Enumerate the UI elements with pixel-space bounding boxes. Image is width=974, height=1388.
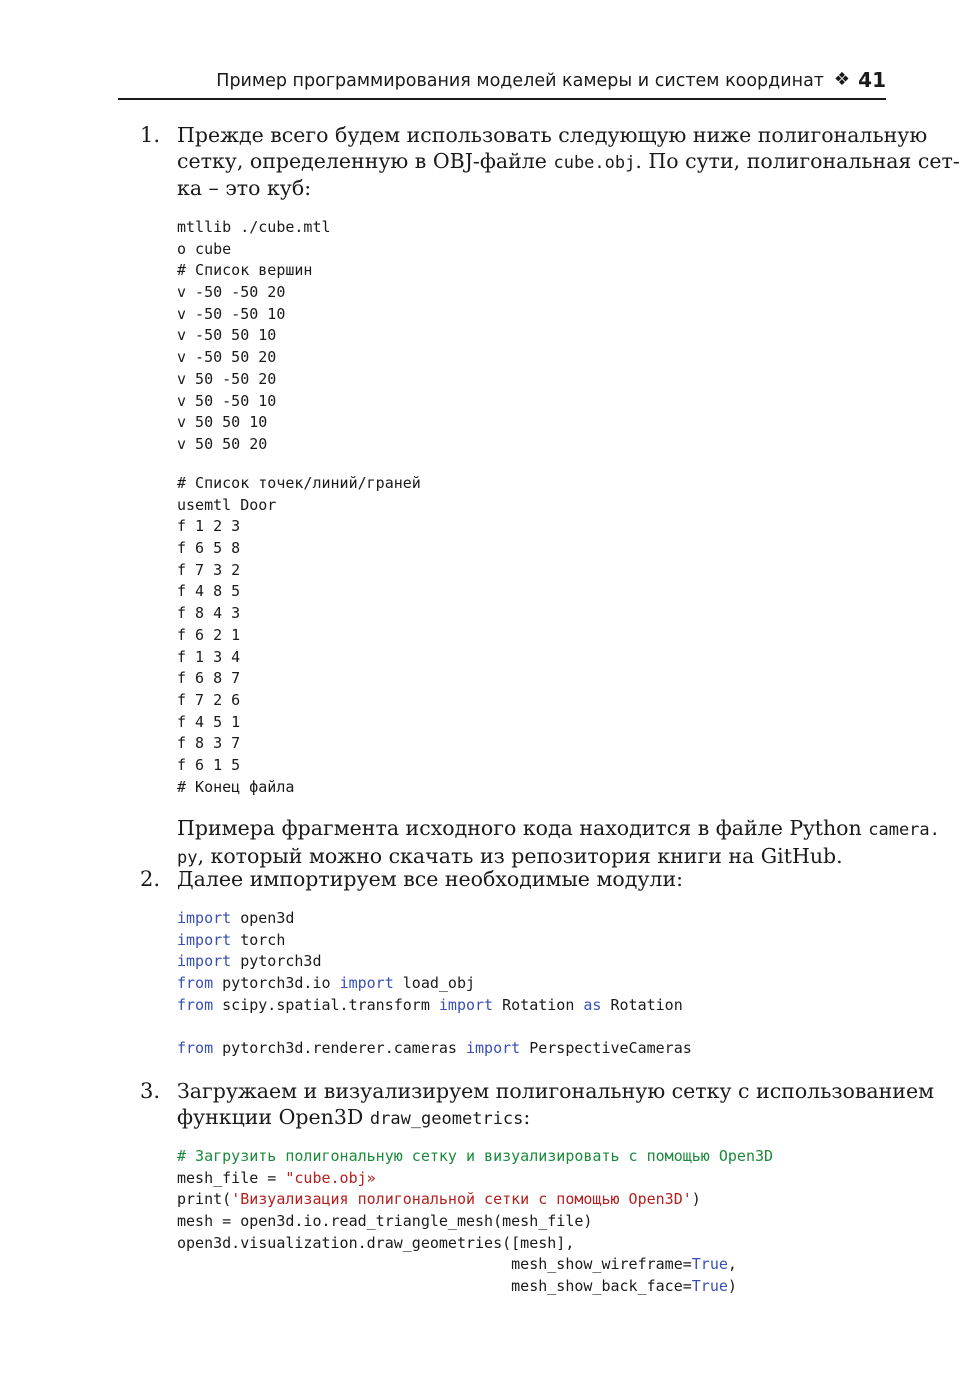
list-number-2: 2. <box>140 867 161 891</box>
text-line: сетку, определенную в OBJ-файле cube.obj. По сути, полигональная сет- <box>177 148 960 173</box>
code-line: print('Визуализация полигональной сетки с помощью Open3D') <box>177 1190 701 1209</box>
code-block-obj-faces <box>177 473 421 798</box>
code-line: # Список точек/линий/граней <box>177 474 421 492</box>
code-line: v -50 -50 10 <box>177 304 286 323</box>
code-line: from scipy.spatial.transform import Rotation as Rotation <box>177 995 683 1014</box>
code-line: import pytorch3d <box>177 952 322 971</box>
list-number-1: 1. <box>140 123 161 147</box>
code-line: import torch <box>177 930 286 949</box>
code-line: f 1 3 4 <box>177 647 241 666</box>
code-line: f 6 5 8 <box>177 539 241 558</box>
inline-code: draw_geometrics <box>369 1108 524 1129</box>
code-line: v 50 -50 20 <box>177 369 277 388</box>
code-line: f 7 2 6 <box>177 690 241 709</box>
code-line: mtllib ./cube.mtl <box>177 218 331 236</box>
text-line: py, который можно скачать из репозитория книги на GitHub. <box>177 843 843 868</box>
code-line: mesh_show_back_face=True) <box>177 1277 737 1296</box>
code-line: v -50 50 10 <box>177 326 277 345</box>
code-line: v 50 -50 10 <box>177 391 277 410</box>
code-block-imports <box>177 908 683 1016</box>
inline-code: py <box>177 847 198 868</box>
code-line: f 6 8 7 <box>177 669 241 688</box>
code-line: f 8 3 7 <box>177 734 241 753</box>
code-line: f 1 2 3 <box>177 517 241 536</box>
code-line: usemtl Door <box>177 495 277 514</box>
code-line: f 4 5 1 <box>177 712 241 731</box>
text-line: ка – это куб: <box>177 176 312 200</box>
inline-code: cube.obj <box>553 152 636 173</box>
code-line: f 4 8 5 <box>177 582 241 601</box>
inline-code: camera. <box>868 820 940 840</box>
code-block-obj-vertices <box>177 217 331 456</box>
running-header <box>118 68 886 100</box>
code-line: v 50 50 20 <box>177 434 268 453</box>
header-title: Пример программирования моделей камеры и систем координат <box>216 71 824 91</box>
item-2-text <box>177 867 885 893</box>
code-block-load-visualize <box>177 1146 773 1298</box>
code-line: v -50 50 20 <box>177 348 277 367</box>
code-line: f 8 4 3 <box>177 604 241 623</box>
code-line: # Конец файла <box>177 777 295 796</box>
code-line: open3d.visualization.draw_geometries([mesh], <box>177 1233 575 1252</box>
text-line: Прежде всего будем использовать следующую ниже полигональную <box>177 123 928 147</box>
code-line: mesh_file = "cube.obj» <box>177 1168 376 1187</box>
header-ornament-icon: ❖ <box>833 69 850 90</box>
code-line: v -50 -50 20 <box>177 283 286 302</box>
code-line: from pytorch3d.renderer.cameras import PerspectiveCameras <box>177 1039 692 1057</box>
text-line: функции Open3D draw_geometrics: <box>177 1104 531 1129</box>
item-1-text <box>177 123 960 202</box>
page-number: 41 <box>858 68 886 92</box>
code-line: o cube <box>177 239 232 258</box>
text-line: Далее импортируем все необходимые модули: <box>177 867 684 891</box>
code-line: from pytorch3d.io import load_obj <box>177 974 476 993</box>
code-line: # Загрузить полигональную сетку и визуализировать с помощью Open3D <box>177 1147 774 1165</box>
code-line: v 50 50 10 <box>177 413 268 432</box>
code-line: import open3d <box>177 909 295 927</box>
code-line: mesh = open3d.io.read_triangle_mesh(mesh_file) <box>177 1212 593 1231</box>
text-line: Загружаем и визуализируем полигональную сетку с использованием <box>177 1079 935 1103</box>
code-line: mesh_show_wireframe=True, <box>177 1255 737 1274</box>
continuation-text <box>177 816 940 871</box>
code-line: f 7 3 2 <box>177 560 241 579</box>
code-block-imports-2 <box>177 1038 692 1060</box>
list-number-3: 3. <box>140 1079 161 1103</box>
code-line: f 6 1 5 <box>177 755 241 774</box>
code-line: # Список вершин <box>177 261 313 280</box>
item-3-text <box>177 1079 935 1132</box>
code-line: f 6 2 1 <box>177 625 241 644</box>
text-line: Примера фрагмента исходного кода находится в файле Python camera. <box>177 816 940 840</box>
